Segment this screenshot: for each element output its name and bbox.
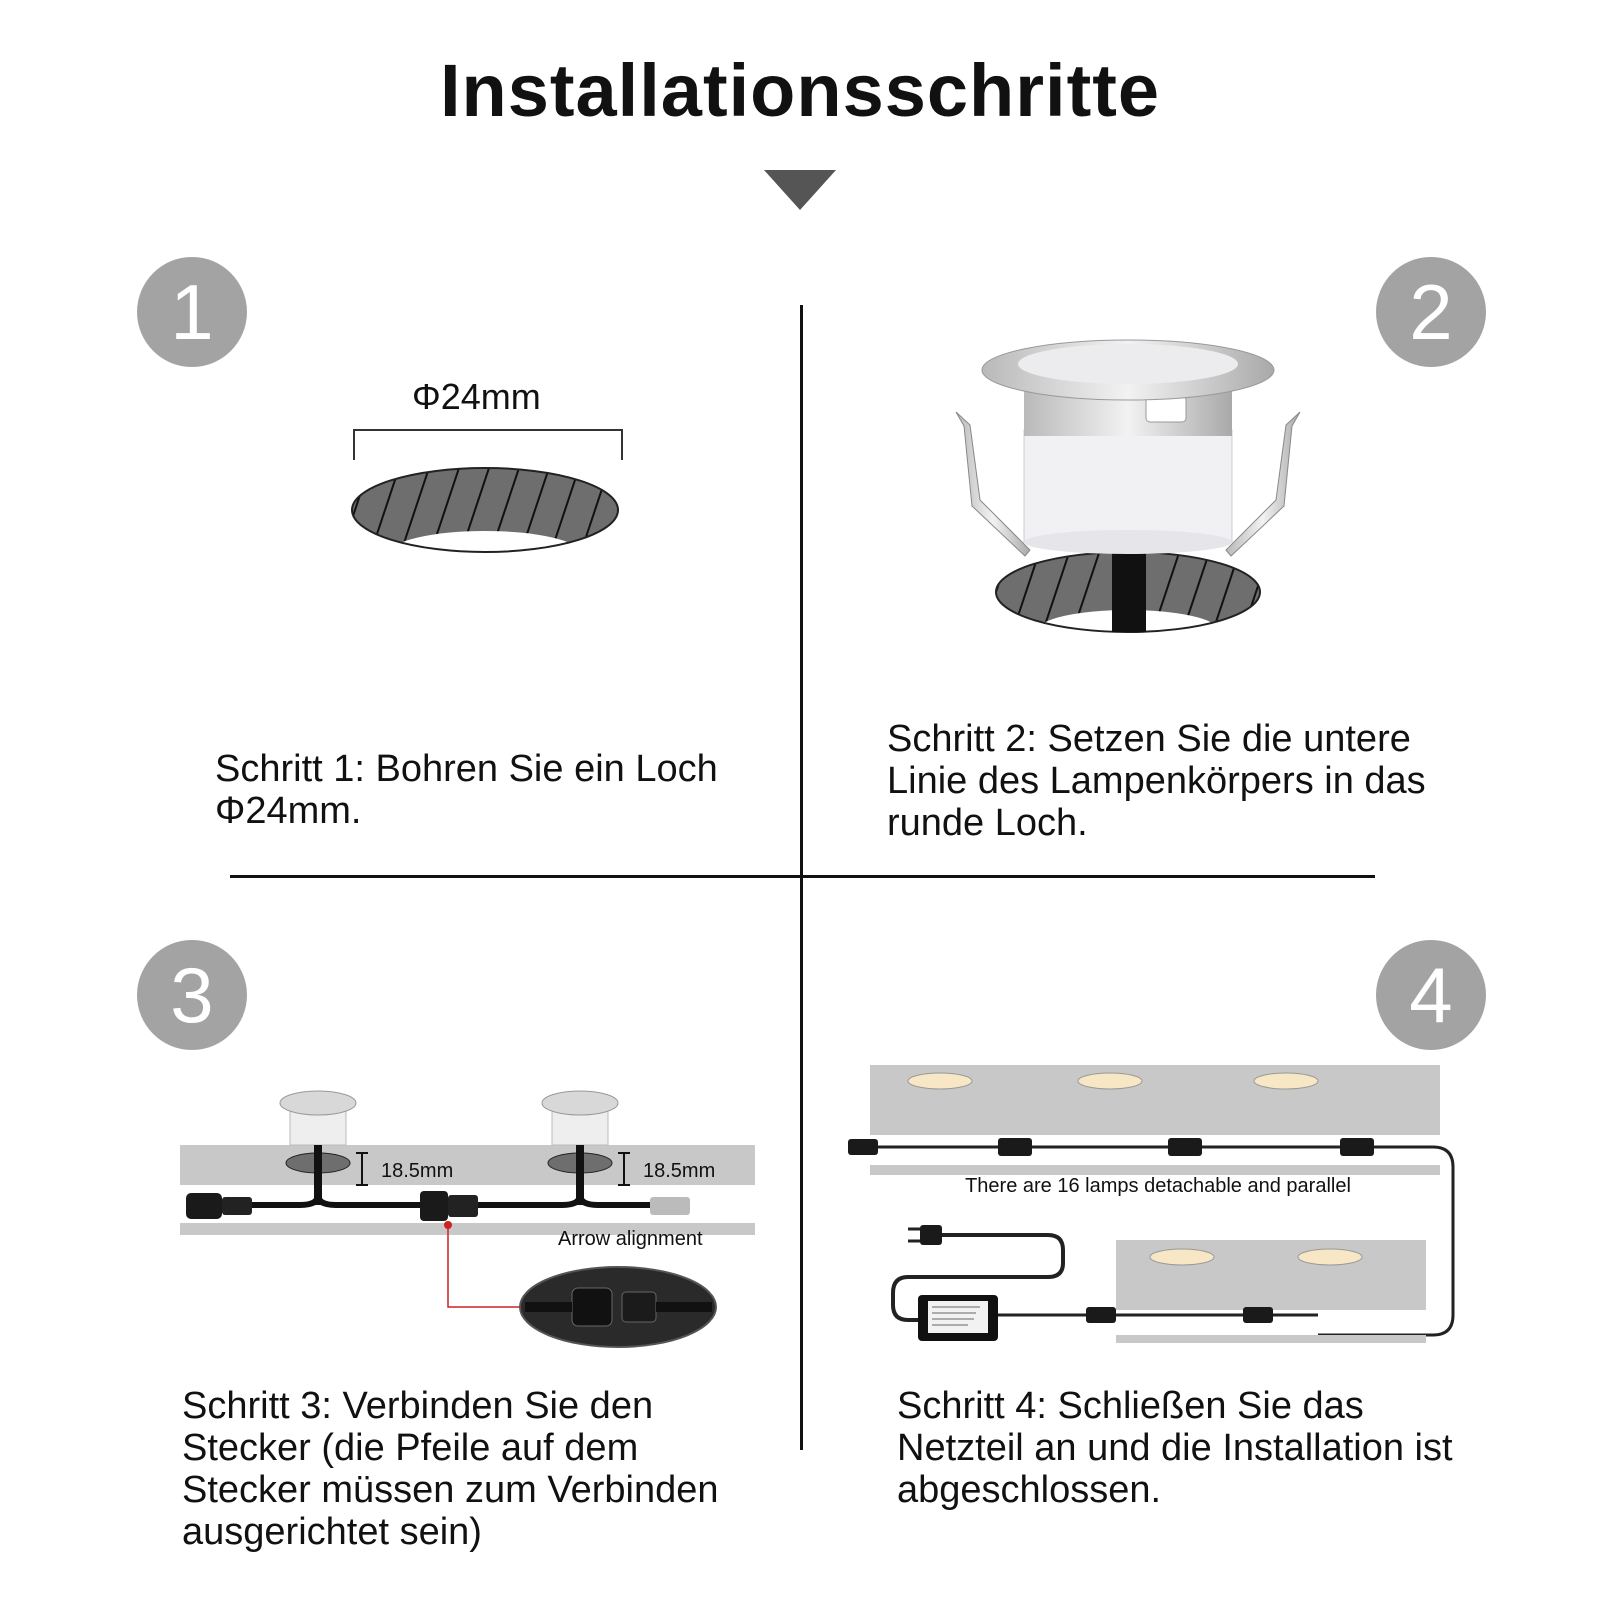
- step-3-text-line-2: Stecker (die Pfeile auf dem: [182, 1427, 639, 1469]
- dimension-bracket: [354, 430, 622, 460]
- step-4-badge: 4: [1376, 940, 1486, 1050]
- step-1-text-line-1: Schritt 1: Bohren Sie ein Loch: [215, 748, 718, 790]
- step-4-text-line-3: abgeschlossen.: [897, 1469, 1162, 1511]
- step-3-badge: 3: [137, 940, 247, 1050]
- hole-diameter-label: Φ24mm: [412, 376, 541, 417]
- step-4-text-line-1: Schritt 4: Schließen Sie das: [897, 1385, 1364, 1427]
- page-title: Installationsschritte: [439, 49, 1161, 132]
- step-2-text-line-2: Linie des Lampenkörpers in das: [887, 760, 1426, 802]
- down-arrow-icon: [764, 170, 836, 210]
- step-2-text-line-1: Schritt 2: Setzen Sie die untere: [887, 718, 1411, 760]
- horizontal-divider: [230, 875, 1375, 878]
- arrow-alignment-label: Arrow alignment: [558, 1228, 703, 1250]
- step-1-hole-illustration: [350, 425, 650, 565]
- step-1-text-line-2: Φ24mm.: [215, 790, 362, 832]
- step-2-text-line-3: runde Loch.: [887, 802, 1088, 844]
- step-3-text-line-4: ausgerichtet sein): [182, 1511, 482, 1553]
- step-2-badge: 2: [1376, 257, 1486, 367]
- step-1-badge: 1: [137, 257, 247, 367]
- step-3-text-line-1: Schritt 3: Verbinden Sie den: [182, 1385, 654, 1427]
- step-2-lamp-illustration: [950, 330, 1310, 640]
- step-4-text-line-2: Netzteil an und die Installation ist: [897, 1427, 1453, 1469]
- step-3-connection-illustration: [180, 1085, 780, 1345]
- step-4-power-illustration: [848, 1065, 1468, 1365]
- lamp-2-depth-label: 18.5mm: [643, 1160, 716, 1182]
- step-3-text-line-3: Stecker müssen zum Verbinden: [182, 1469, 719, 1511]
- lamp-1-depth-label: 18.5mm: [381, 1160, 454, 1182]
- lamps-note: There are 16 lamps detachable and parallel: [965, 1175, 1351, 1197]
